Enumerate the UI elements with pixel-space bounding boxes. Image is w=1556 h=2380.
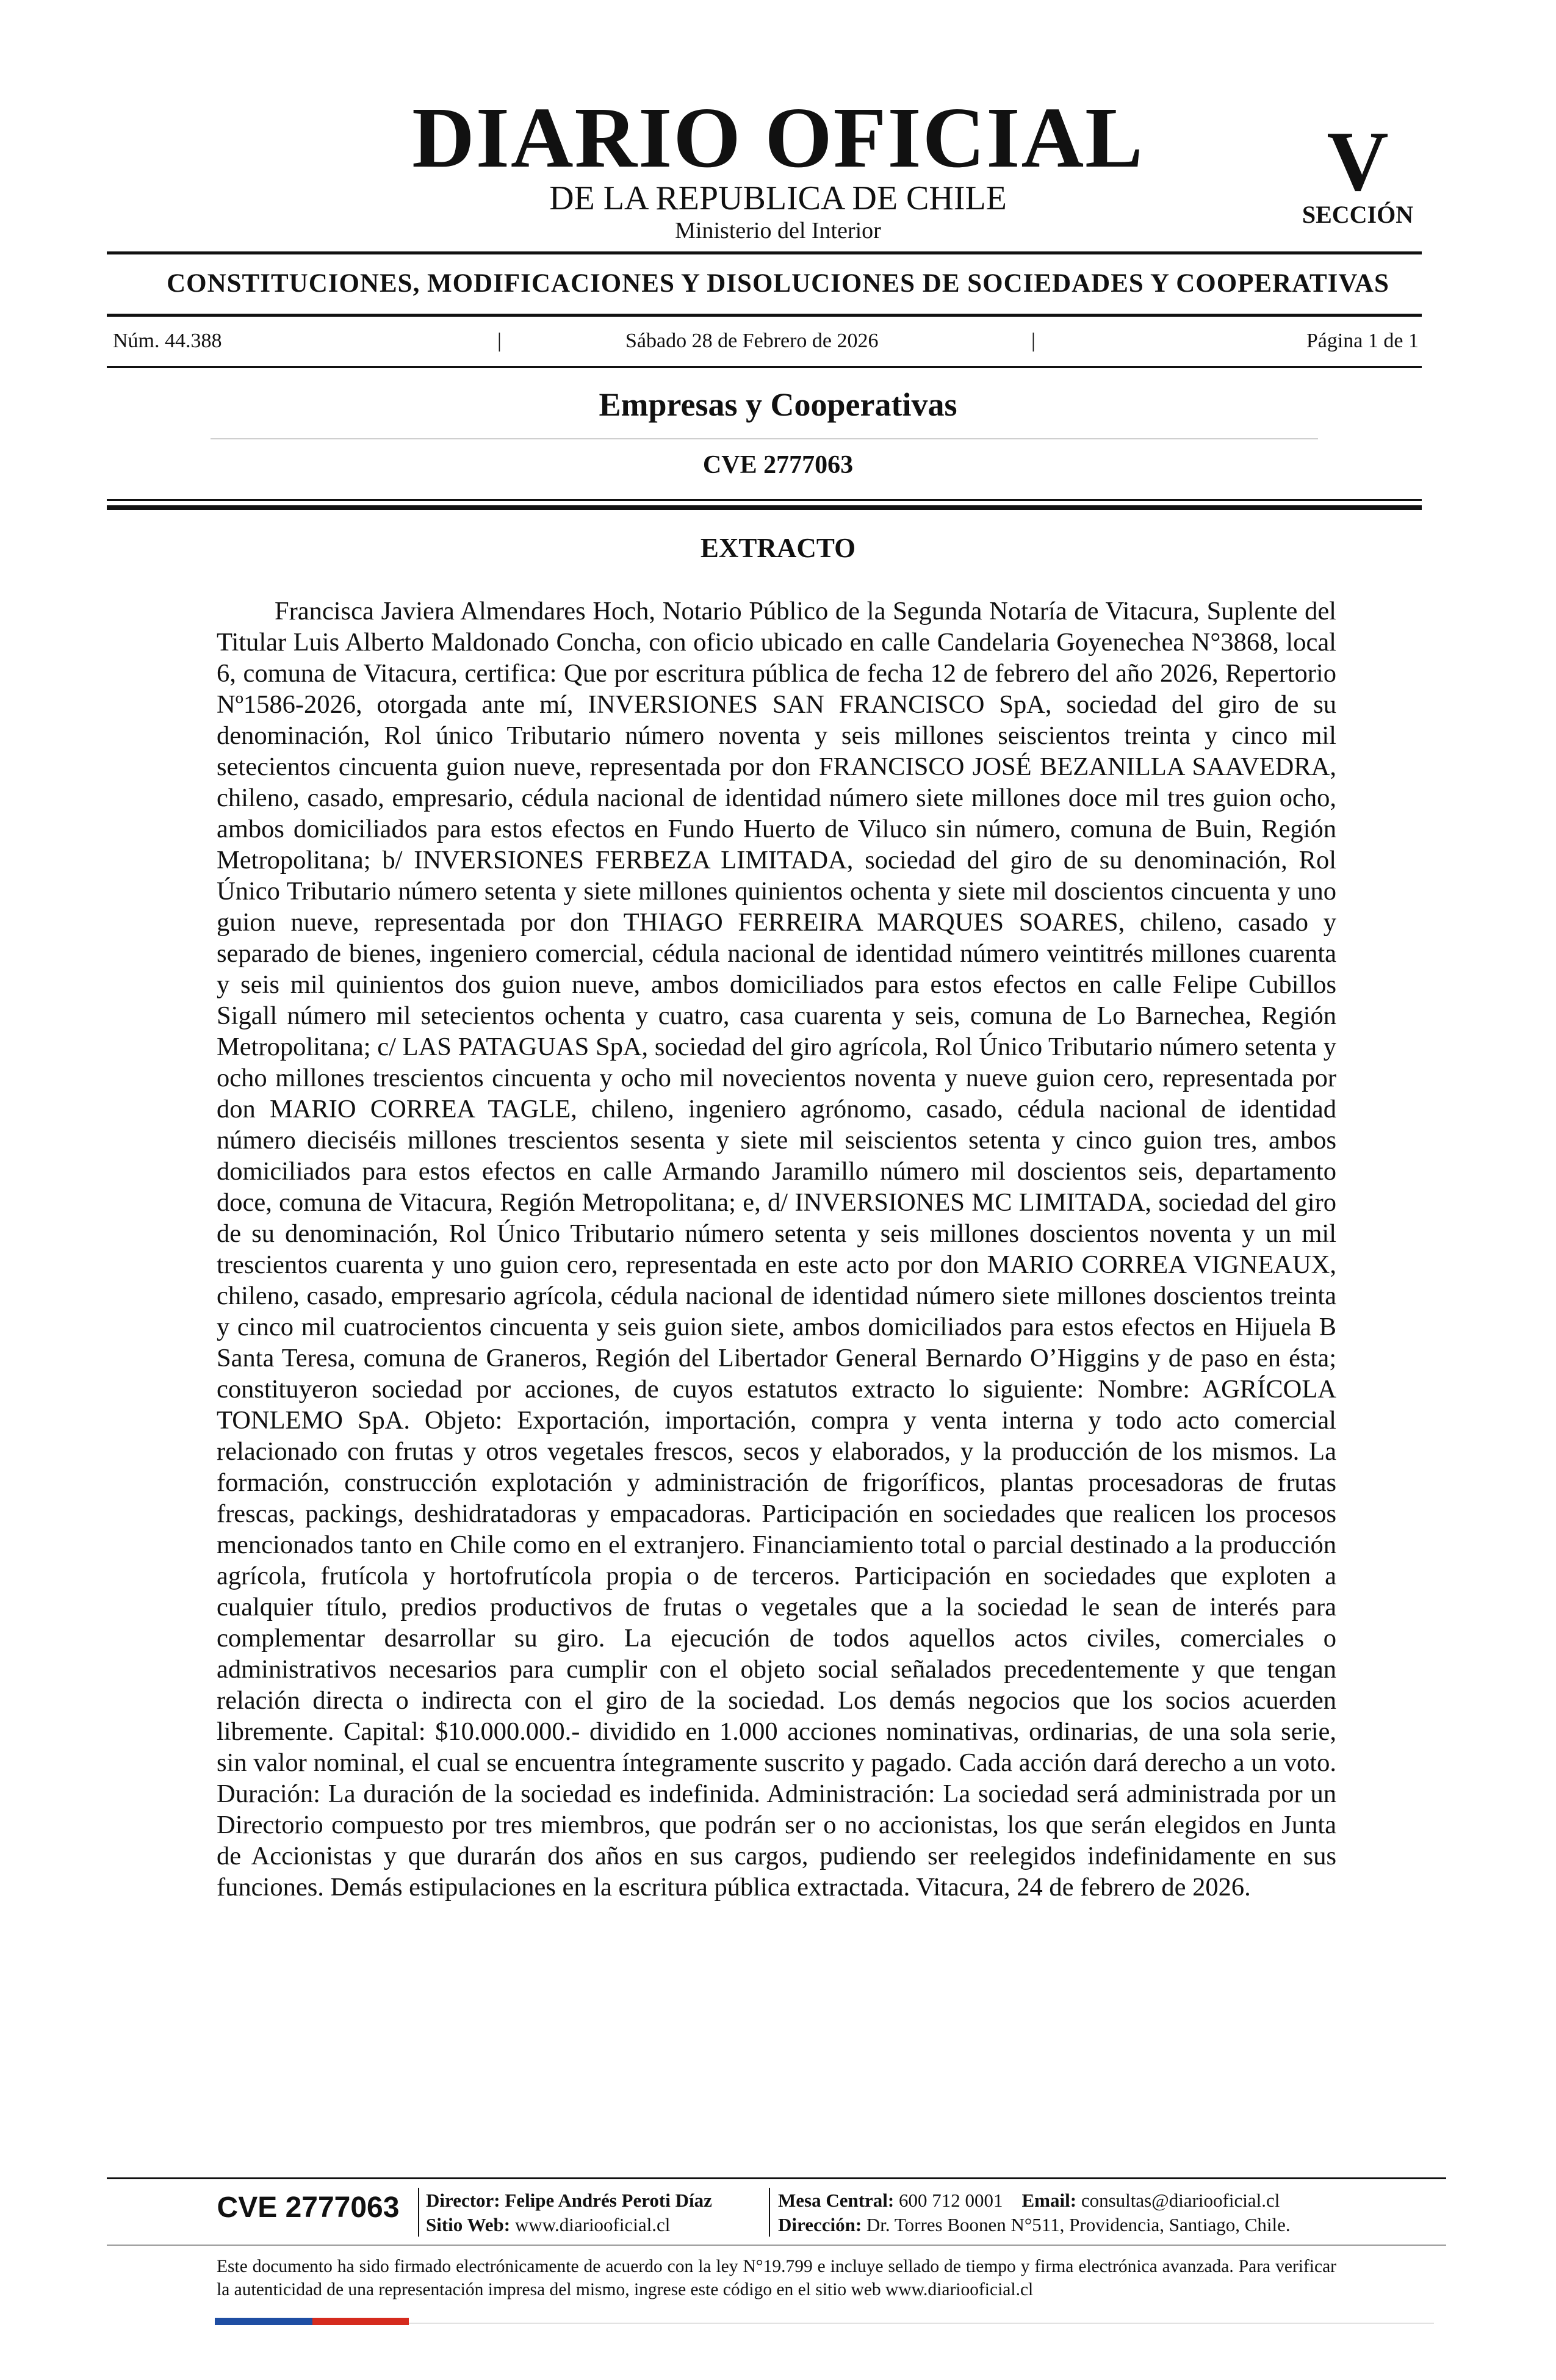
footer-rule-lower: [107, 2245, 1446, 2246]
phone-label: Mesa Central:: [778, 2190, 895, 2211]
issue-number: Núm. 44.388: [113, 330, 222, 352]
document-title: EXTRACTO: [700, 533, 856, 563]
website-link[interactable]: www.diariooficial.cl: [514, 2214, 671, 2235]
footer-contact-block: [778, 2188, 1291, 2237]
info-separator: |: [1031, 330, 1036, 352]
footer-divider: [418, 2188, 419, 2237]
issue-info-bar: [113, 330, 1419, 360]
cve-code: CVE 2777063: [702, 451, 854, 479]
document-body: Francisca Javiera Almendares Hoch, Notario Público de la Segunda Notaría de Vitacura, Suplente del Titular Luis Alberto Maldonado Concha, con oficio ubicado en calle Candelaria Goyenechea N°3868, local 6, comuna de Vitacura, certifica: Que por escritura pública de fecha 12 de febrero del año 2026, Repertorio Nº1586-2026, otorgada ante mí, INVERSIONES SAN FRANCISCO SpA, sociedad del giro de su denominación, Rol único Tributario número noventa y seis millones seiscientos treinta y cinco mil setecientos cincuenta guion nueve, representada por don FRANCISCO JOSÉ BEZANILLA SAAVEDRA, chileno, casado, empresario, cédula nacional de identidad número siete millones doce mil tres guion ocho, ambos domiciliados para estos efectos en Fundo Huerto de Viluco sin número, comuna de Buin, Región Metropolitana; b/ INVERSIONES FERBEZA LIMITADA, sociedad del giro de su denominación, Rol Único Tributario número setenta y siete millones quinientos ochenta y siete mil doscientos cincuenta y uno guion nueve, representada por don THIAGO FERREIRA MARQUES SOARES, chileno, casado y separado de bienes, ingeniero comercial, cédula nacional de identidad número veintitrés millones cuarenta y seis mil quinientos dos guion nueve, ambos domiciliados para estos efectos en calle Felipe Cubillos Sigall número mil setecientos ochenta y cuatro, casa cuarenta y seis, comuna de Lo Barnechea, Región Metropolitana; c/ LAS PATAGUAS SpA, sociedad del giro agrícola, Rol Único Tributario número setenta y ocho millones trescientos cincuenta y ocho mil novecientos noventa y nueve guion cero, representada por don MARIO CORREA TAGLE, chileno, ingeniero agrónomo, casado, cédula nacional de identidad número dieciséis millones trescientos sesenta y siete mil seiscientos setenta y cinco guion tres, ambos domiciliados para estos efectos en calle Armando Jaramillo número mil doscientos seis, departamento doce, comuna de Vitacura, Región Metropolitana; e, d/ INVERSIONES MC LIMITADA, sociedad del giro de su denominación, Rol Único Tributario número setenta y seis millones doscientos noventa y un mil trescientos cuarenta y uno guion cero, representada en este acto por don MARIO CORREA VIGNEAUX, chileno, casado, empresario agrícola, cédula nacional de identidad número siete millones doscientos treinta y cinco mil cuatrocientos cincuenta y seis guion siete, ambos domiciliados para estos efectos en Hijuela B Santa Teresa, comuna de Graneros, Región del Libertador General Bernardo O’Higgins y de paso en ésta; constituyeron sociedad por acciones, de cuyos estatutos extracto lo siguiente: Nombre: AGRÍCOLA TONLEMO SpA. Objeto: Exportación, importación, compra y venta interna y todo acto comercial relacionado con frutas y otros vegetales frescos, secos y elaborados, y la producción de los mismos. La formación, construcción explotación y administración de frigoríficos, plantas procesadoras de frutas frescas, packings, deshidratadoras y empacadoras. Participación en sociedades que realicen los procesos mencionados tanto en Chile como en el extranjero. Financiamiento total o parcial destinado a la producción agrícola, frutícola y hortofrutícola propia o de terceros. Participación en sociedades que exploten a cualquier título, predios productivos de frutas o vegetales que a la sociedad le sean de interés para complementar desarrollar su giro. La ejecución de todos aquellos actos civiles, comerciales o administrativos necesarios para cumplir con el objeto social señalados precedentemente y que tengan relación directa o indirecta con el giro de la sociedad. Los demás negocios que los socios acuerden libremente. Capital: $10.000.000.- dividido en 1.000 acciones nominativas, ordinarias, de una sola serie, sin valor nominal, el cual se encuentra íntegramente suscrito y pagado. Cada acción dará derecho a un voto. Duración: La duración de la sociedad es indefinida. Administración: La sociedad será administrada por un Directorio compuesto por tres miembros, que podrán ser o no accionistas, los que serán elegidos en Junta de Accionistas y que durarán dos años en sus cargos, pudiendo ser reelegidos indefinidamente en sus funciones. Demás estipulaciones en la escritura pública extractada. Vitacura, 24 de febrero de 2026.: [217, 597, 1336, 1902]
issue-date: Sábado 28 de Febrero de 2026: [625, 330, 879, 352]
email-label: Email:: [1021, 2190, 1077, 2211]
section-word: SECCIÓN: [1302, 201, 1414, 228]
publication-subtitle: DE LA REPUBLICA DE CHILE: [549, 179, 1007, 217]
cve-rule-thick: [107, 505, 1422, 510]
phone-value: 600 712 0001: [899, 2190, 1003, 2211]
info-separator: |: [497, 330, 502, 352]
footer-divider: [769, 2188, 770, 2237]
flag-stripe-blue: [215, 2318, 312, 2325]
footer-cve-code: CVE 2777063: [217, 2191, 400, 2224]
director-value: Felipe Andrés Peroti Díaz: [505, 2190, 712, 2211]
legal-notice: Este documento ha sido firmado electrónicamente de acuerdo con la ley N°19.799 e incluye sellado de tiempo y firma electrónica avanzada. Para verificar la autenticidad de una representación impresa del mismo, ingrese este código en el sitio web www.diariooficial.cl: [217, 2257, 1336, 2299]
header-rule-top: [107, 251, 1422, 254]
flag-stripe-line: [409, 2323, 1434, 2324]
footer-director-block: [426, 2188, 712, 2237]
section-letter: V: [1327, 114, 1389, 209]
email-link[interactable]: consultas@diariooficial.cl: [1081, 2190, 1280, 2211]
address-label: Dirección:: [778, 2214, 862, 2235]
category-heading: CONSTITUCIONES, MODIFICACIONES Y DISOLUCIONES DE SOCIEDADES Y COOPERATIVAS: [167, 269, 1389, 298]
director-label: Director:: [426, 2190, 500, 2211]
section-title: Empresas y Cooperativas: [599, 386, 957, 423]
section-divider: [211, 438, 1318, 439]
address-value: Dr. Torres Boonen N°511, Providencia, Santiago, Chile.: [866, 2214, 1291, 2235]
cve-rule-thin: [107, 499, 1422, 501]
ministry-label: Ministerio del Interior: [675, 218, 881, 243]
header-rule-mid: [107, 314, 1422, 317]
website-label: Sitio Web:: [426, 2214, 511, 2235]
publication-title: DIARIO OFICIAL: [412, 89, 1144, 186]
page-count: Página 1 de 1: [1306, 330, 1419, 352]
flag-stripe-red: [312, 2318, 409, 2325]
header-rule-bottom: [107, 366, 1422, 368]
footer-rule: [107, 2177, 1446, 2179]
